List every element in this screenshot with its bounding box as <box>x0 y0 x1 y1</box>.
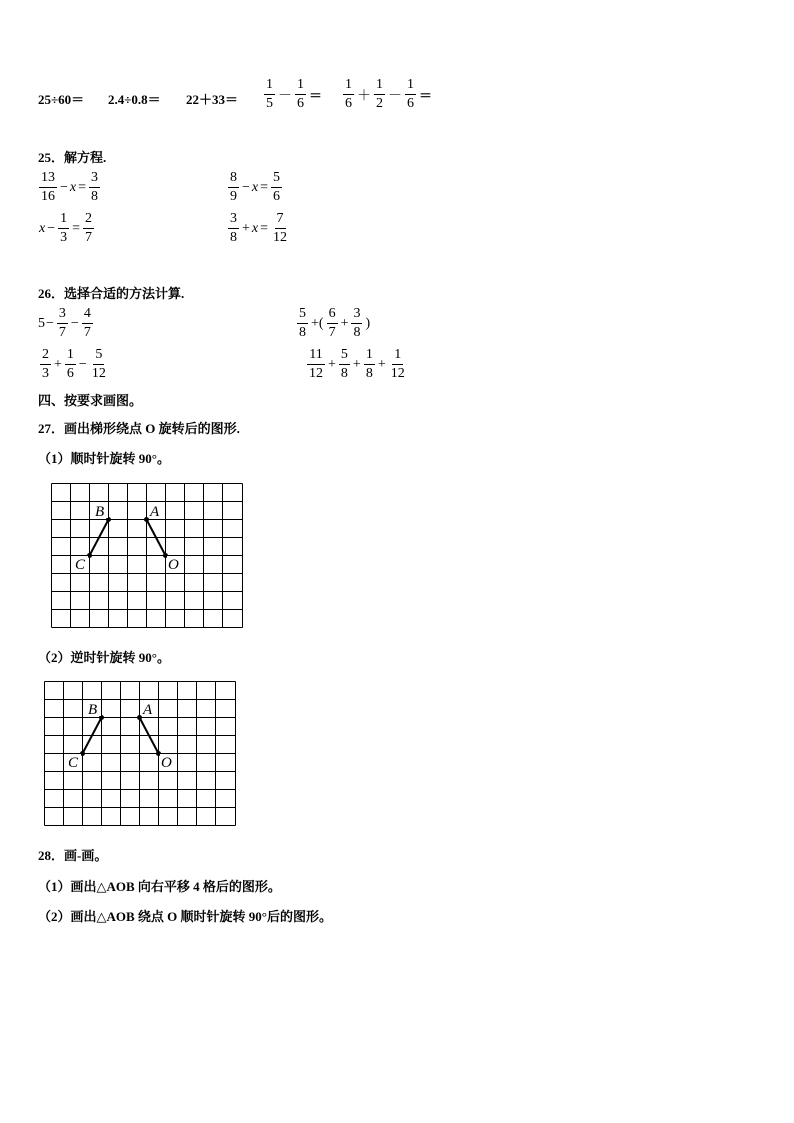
label-b-2: B <box>88 702 98 718</box>
calc-2: 2.4÷0.8＝ <box>108 92 161 107</box>
label-b: B <box>95 504 105 520</box>
q26-expr2: $\frac{5}{8}$ +( $\frac{6}{7}$ + $\frac{3}{8}$ ) <box>299 306 371 340</box>
calc-4: $\frac{1}{5}$ － $\frac{1}{6}$ ＝ <box>266 77 323 111</box>
label-a-2: A <box>143 702 153 718</box>
q27-part1: （1）顺时针旋转 90°。 <box>38 451 170 466</box>
q27-part2: （2）逆时针旋转 90°。 <box>38 650 170 665</box>
q26-expr3: $\frac{2}{3}$ + $\frac{1}{6}$ − $\frac{5}{12}$ <box>42 347 106 381</box>
label-a: A <box>150 504 160 520</box>
q26-title: 26．选择合适的方法计算. <box>38 286 185 301</box>
grid-counterclockwise <box>44 681 237 826</box>
q25-eq3: x − $\frac{1}{3}$ = $\frac{2}{7}$ <box>39 211 93 245</box>
grid-clockwise <box>51 483 244 628</box>
calc-1: 25÷60＝ <box>38 92 85 107</box>
q28-part2: （2）画出△AOB 绕点 O 顺时针旋转 90°后的图形。 <box>38 909 332 924</box>
q27-title: 27．画出梯形绕点 O 旋转后的图形. <box>38 421 240 436</box>
calc-3: 22＋33＝ <box>186 92 239 107</box>
q26-expr1: 5 − $\frac{3}{7}$ − $\frac{4}{7}$ <box>38 306 91 340</box>
label-c-2: C <box>68 755 79 771</box>
point-a <box>144 517 149 522</box>
q25-eq4: $\frac{3}{8}$ + x = $\frac{7}{12}$ <box>230 211 288 245</box>
grid-clockwise-svg <box>51 483 244 628</box>
section-4-heading: 四、按要求画图。 <box>38 393 143 408</box>
label-o: O <box>168 557 179 573</box>
q28-part1: （1）画出△AOB 向右平移 4 格后的图形。 <box>38 879 281 894</box>
label-o-2: O <box>161 755 172 771</box>
grid-counterclockwise-svg <box>44 681 237 826</box>
point-a-2 <box>137 715 142 720</box>
q26-expr4: $\frac{11}{12}$ + $\frac{5}{8}$ + $\frac{1}{8}$ + $\frac{1}{12}$ <box>309 347 405 381</box>
label-c: C <box>75 557 86 573</box>
q25-eq1: $\frac{13}{16}$ − x = $\frac{3}{8}$ <box>41 170 99 204</box>
q25-eq2: $\frac{8}{9}$ − x = $\frac{5}{6}$ <box>230 170 281 204</box>
q25-title: 25．解方程. <box>38 150 107 165</box>
calc-5: $\frac{1}{6}$ ＋ $\frac{1}{2}$ － $\frac{1}{6}$ ＝ <box>345 77 433 111</box>
q28-title: 28．画-画。 <box>38 848 108 863</box>
